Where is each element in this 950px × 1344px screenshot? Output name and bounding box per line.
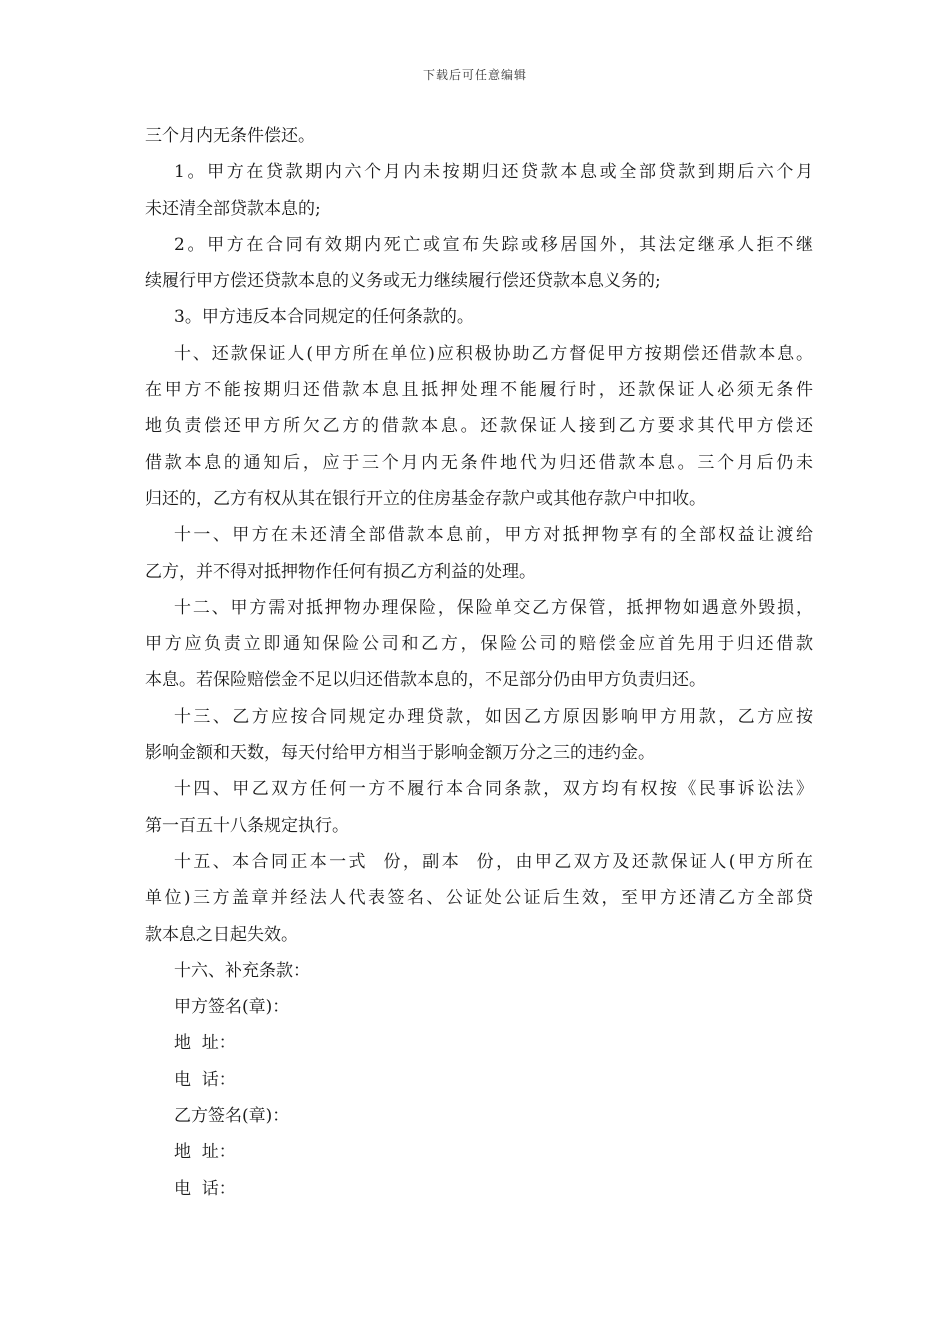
document-line: 十二、甲方需对抵押物办理保险，保险单交乙方保管，抵押物如遇意外毁损，	[174, 597, 813, 618]
document-line: 乙方，并不得对抵押物作任何有损乙方利益的处理。	[145, 561, 536, 582]
document-line: 电 话：	[174, 1178, 236, 1199]
document-line: 三个月内无条件偿还。	[145, 126, 315, 146]
document-line: 十一、甲方在未还清全部借款本息前，甲方对抵押物享有的全部权益让渡给	[174, 525, 813, 546]
document-line: 甲方应负责立即通知保险公司和乙方，保险公司的赔偿金应首先用于归还借款	[145, 634, 813, 655]
document-line: 续履行甲方偿还贷款本息的义务或无力继续履行偿还贷款本息义务的;	[145, 271, 661, 292]
document-line: 十六、补充条款：	[174, 960, 310, 981]
document-line: 地 址：	[174, 1033, 236, 1054]
document-line: 十三、乙方应按合同规定办理贷款，如因乙方原因影响甲方用款，乙方应按	[174, 706, 813, 727]
document-line: 十五、本合同正本一式 份，副本 份，由甲乙双方及还款保证人(甲方所在	[174, 851, 813, 872]
document-line: 地负责偿还甲方所欠乙方的借款本息。还款保证人接到乙方要求其代甲方偿还	[145, 416, 813, 437]
document-line: 十四、甲乙双方任何一方不履行本合同条款，双方均有权按《民事诉讼法》	[174, 779, 813, 800]
document-line: 影响金额和天数，每天付给甲方相当于影响金额万分之三的违约金。	[145, 743, 655, 764]
document-line: 未还清全部贷款本息的;	[145, 198, 321, 219]
document-line: 本息。若保险赔偿金不足以归还借款本息的，不足部分仍由甲方负责归还。	[145, 670, 706, 691]
document-line: 款本息之日起失效。	[145, 924, 298, 945]
document-line: 归还的，乙方有权从其在银行开立的住房基金存款户或其他存款户中扣收。	[145, 488, 706, 509]
document-line: 1。甲方在贷款期内六个月内未按期归还贷款本息或全部贷款到期后六个月	[174, 162, 813, 183]
page-header: 下载后可任意编辑	[422, 68, 527, 82]
document-line: 3。甲方违反本合同规定的任何条款的。	[174, 307, 474, 328]
document-line: 2。甲方在合同有效期内死亡或宣布失踪或移居国外，其法定继承人拒不继	[174, 234, 813, 255]
document-line: 借款本息的通知后，应于三个月内无条件地代为归还借款本息。三个月后仍未	[145, 452, 813, 473]
document-line: 地 址：	[174, 1142, 236, 1163]
document-line: 十、还款保证人(甲方所在单位)应积极协助乙方督促甲方按期偿还借款本息。	[174, 343, 813, 364]
document-line: 第一百五十八条规定执行。	[145, 815, 349, 836]
document-line: 在甲方不能按期归还借款本息且抵押处理不能履行时，还款保证人必须无条件	[145, 380, 813, 401]
document-body	[145, 118, 813, 1207]
document-line: 单位)三方盖章并经法人代表签名、公证处公证后生效，至甲方还清乙方全部贷	[145, 888, 813, 909]
document-line: 甲方签名(章)：	[174, 997, 290, 1018]
document-line: 乙方签名(章)：	[174, 1106, 290, 1127]
document-line: 电 话：	[174, 1069, 236, 1090]
